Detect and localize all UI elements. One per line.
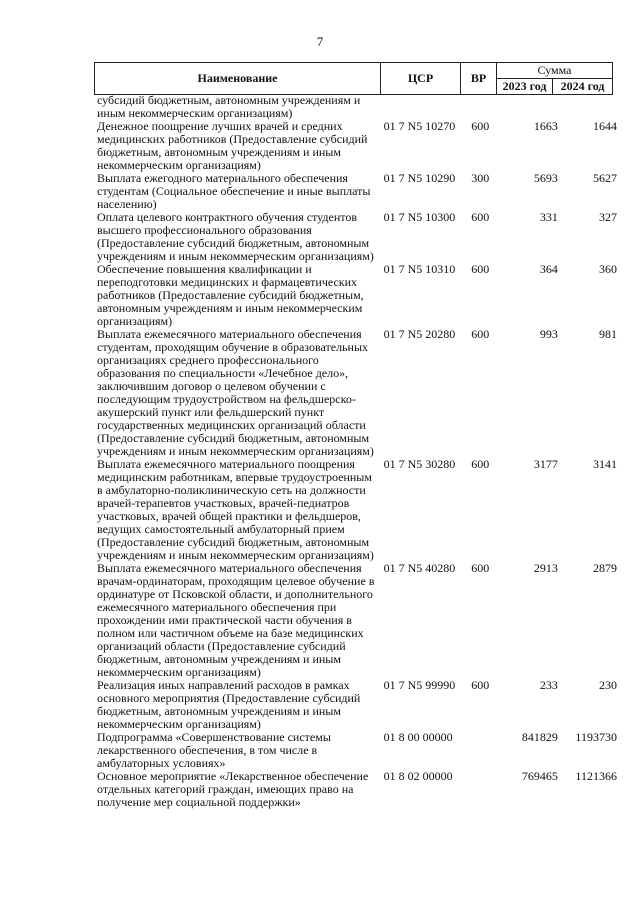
table-header [94,62,613,95]
header-name: Наименование [95,63,381,95]
row-csr: 01 7 N5 30280 [383,457,456,471]
header-csr: ЦСР [381,63,461,95]
table-row [97,770,617,809]
header-year-2024: 2024 год [553,79,613,95]
row-sum-2024: 1193730 [575,730,617,744]
row-sum-2024: 327 [598,210,617,224]
row-vr: 600 [471,457,490,471]
table-body [97,94,617,809]
row-vr: 600 [471,561,490,575]
row-name: Выплата ежегодного материального обеспечения студентам (Социальное обеспечение и иные выплаты населению) [97,171,371,211]
table-row [97,562,617,679]
table-row [97,458,617,562]
header-sum: Сумма [497,63,613,79]
table-row [97,94,617,120]
row-sum-2023: 233 [539,678,558,692]
row-name: Обеспечение повышения квалификации и переподготовки медицинских и фармацевтических работников (Предоставление субсидий бюджетным, автономным учреждениям и иным некоммерческим организациям) [97,262,364,328]
row-sum-2023: 841829 [521,730,558,744]
row-vr: 600 [471,327,490,341]
row-name: Выплата ежемесячного материального обеспечения врачам-ординаторам, проходящим целевое обучение в ординатуре от Псковской области, и дополнительного ежемесячного материального обеспечения при прохождении ими практической части обучения в полном или частичном объеме на базе медицинских организаций области (Предоставление субсидий бюджетным, автономным учреждениям и иным некоммерческим организациям) [97,561,375,679]
row-csr: 01 7 N5 20280 [383,327,456,341]
row-csr: 01 7 N5 40280 [383,561,456,575]
table-row [97,731,617,770]
row-name: Оплата целевого контрактного обучения студентов высшего профессионального образования (Предоставление субсидий бюджетным, автономным учреждениям и иным некоммерческим организациям) [97,210,374,263]
row-sum-2023: 331 [539,210,558,224]
row-csr: 01 7 N5 10300 [383,210,456,224]
row-csr: 01 7 N5 10270 [383,119,456,133]
page-number: 7 [316,34,324,49]
row-sum-2024: 360 [598,262,617,276]
row-vr: 600 [471,678,490,692]
table-row [97,263,617,328]
row-vr: 300 [471,171,490,185]
row-sum-2024: 1644 [592,119,617,133]
row-sum-2023: 364 [539,262,558,276]
row-name: субсидий бюджетным, автономным учреждениям и иным некоммерческим организациям) [97,93,361,120]
row-sum-2024: 981 [598,327,617,341]
row-sum-2023: 993 [539,327,558,341]
row-sum-2024: 2879 [592,561,617,575]
row-sum-2023: 2913 [533,561,558,575]
row-sum-2024: 1121366 [575,769,617,783]
row-csr: 01 8 02 00000 [383,769,453,783]
table-row [97,679,617,731]
table-row [97,328,617,458]
row-name: Реализация иных направлений расходов в рамках основного мероприятия (Предоставление субсидий бюджетным, автономным учреждениям и иным некоммерческим организациям) [97,678,361,731]
row-sum-2023: 769465 [521,769,558,783]
row-csr: 01 7 N5 10310 [383,262,456,276]
row-csr: 01 7 N5 99990 [383,678,456,692]
row-name: Денежное поощрение лучших врачей и средних медицинских работников (Предоставление субсидий бюджетным, автономным учреждениям и иным некоммерческим организациям) [97,119,368,172]
row-sum-2023: 1663 [533,119,558,133]
row-vr: 600 [471,262,490,276]
row-sum-2024: 3141 [592,457,617,471]
row-vr: 600 [471,119,490,133]
row-sum-2023: 3177 [533,457,558,471]
table-row [97,172,617,211]
row-name: Выплата ежемесячного материального поощрения медицинским работникам, впервые трудоустроенным в амбулаторно-поликлиническую сеть на должности врачей-терапевтов участковых, врачей-педиатров участковых, врачей общей практики и фельдшеров, ведущих самостоятельный амбулаторный прием (Предоставление субсидий бюджетным, автономным учреждениям и иным некоммерческим организациям) [97,457,374,562]
row-sum-2024: 230 [598,678,617,692]
row-name: Подпрограмма «Совершенствование системы лекарственного обеспечения, в том числе в амбулаторных условиях» [97,730,331,770]
table-row [97,211,617,263]
header-vr: ВР [461,63,497,95]
row-csr: 01 8 00 00000 [383,730,453,744]
table-row [97,120,617,172]
row-vr: 600 [471,210,490,224]
row-csr: 01 7 N5 10290 [383,171,456,185]
row-name: Выплата ежемесячного материального обеспечения студентам, проходящим обучение в образовательных организациях среднего профессионального образования по специальности «Лечебное дело», заключившим договор о целевом обучении с последующим трудоустройством на фельдшерско-акушерский пункт или фельдшерский пункт государственных медицинских организаций области (Предоставление субсидий бюджетным, автономным учреждениям и иным некоммерческим организациям) [97,327,374,458]
row-sum-2024: 5627 [592,171,617,185]
row-sum-2023: 5693 [533,171,558,185]
header-year-2023: 2023 год [497,79,553,95]
row-name: Основное мероприятие «Лекарственное обеспечение отдельных категорий граждан, имеющих право на получение мер социальной поддержки» [97,769,369,809]
